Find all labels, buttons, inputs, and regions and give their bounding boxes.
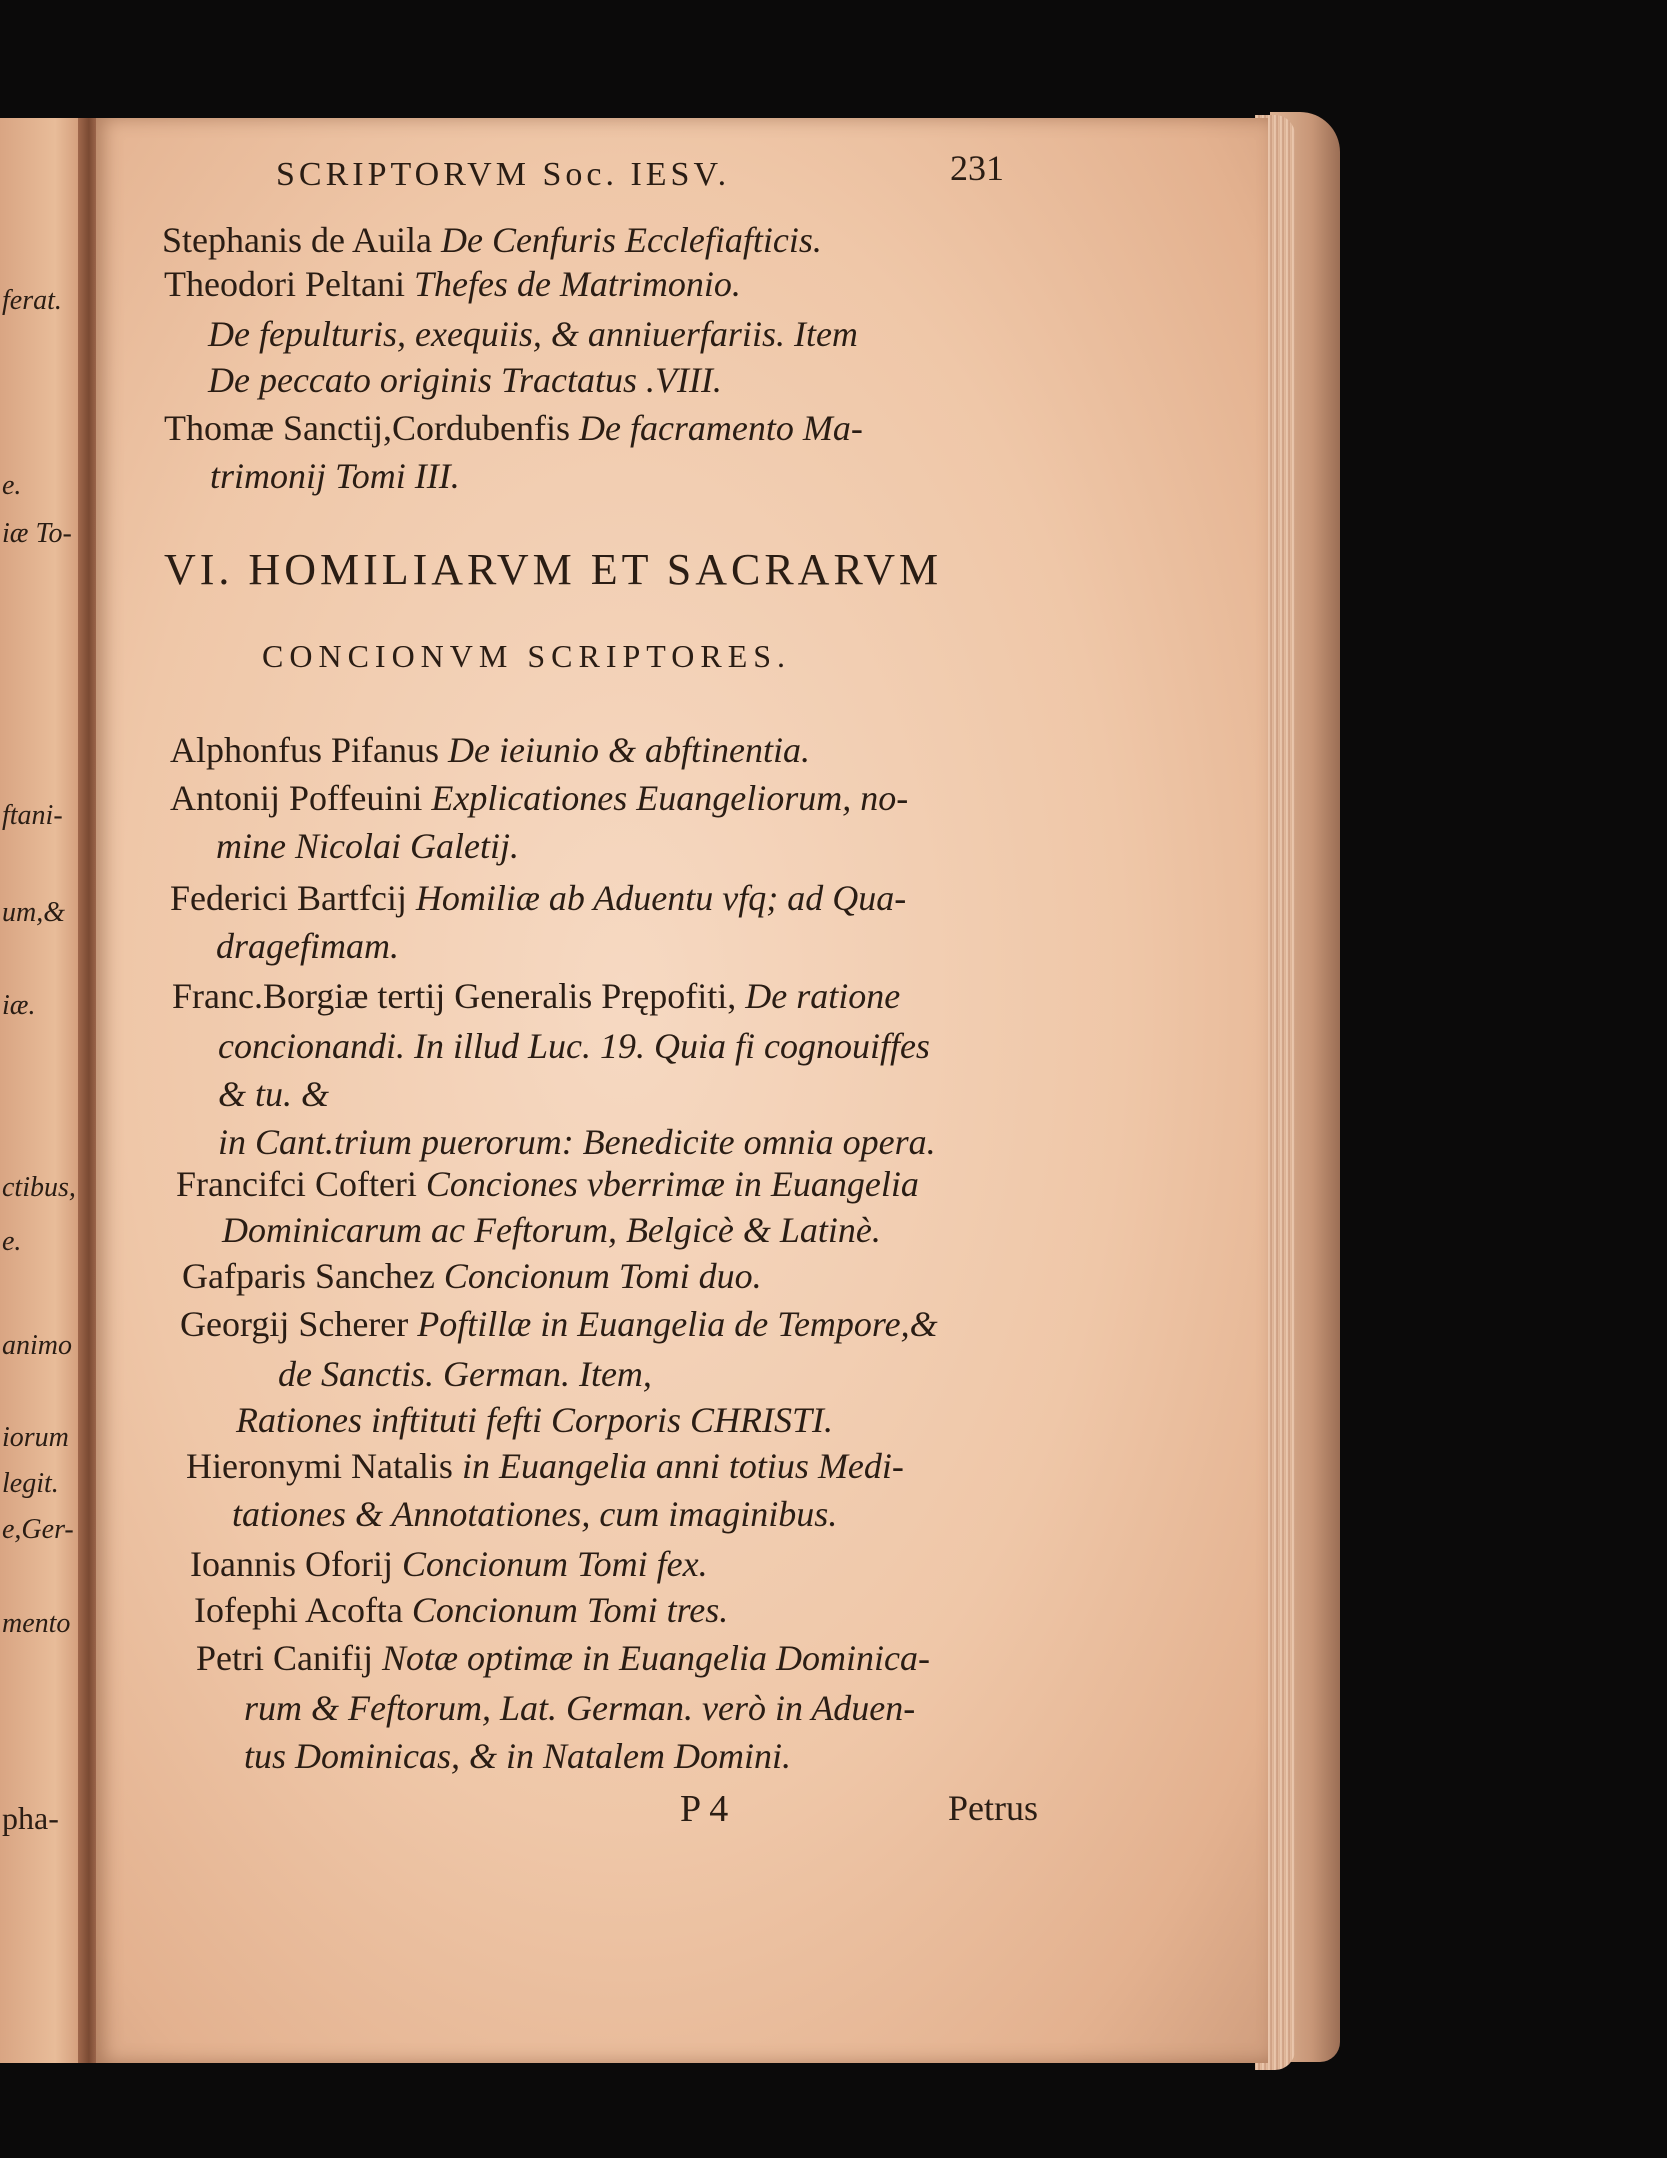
entry-line (218, 1124, 936, 1160)
entry-title: trimonij Tomi III. (210, 456, 460, 496)
entry-title: Homiliæ ab Aduentu vfq; ad Qua- (415, 878, 907, 918)
entry-line (216, 828, 519, 864)
entry-line (172, 978, 900, 1014)
entry-author: Georgij Scherer (180, 1304, 418, 1344)
entry-title: De Cenfuris Ecclefiafticis. (440, 220, 822, 260)
entry-title: Poftillæ in Euangelia de Tempore,& (417, 1304, 938, 1344)
entry-line (182, 1258, 762, 1294)
entry-author: Thomæ Sanctij,Cordubenfis (164, 408, 579, 448)
entry-title: mine Nicolai Galetij. (216, 826, 519, 866)
entry-line (236, 1402, 833, 1438)
entry-line (196, 1640, 930, 1676)
entry-line (186, 1448, 904, 1484)
entry-line (170, 780, 908, 816)
entry-title: De facramento Ma- (578, 408, 863, 448)
entry-line (218, 1028, 930, 1064)
left-fragment: pha- (2, 1800, 59, 1836)
entry-title: Thefes de Matrimonio. (413, 264, 741, 304)
entry-title: Concionum Tomi tres. (411, 1590, 729, 1630)
left-fragment: animo (2, 1330, 72, 1361)
entry-line (210, 458, 460, 494)
entry-author: Francifci Cofteri (176, 1164, 426, 1204)
entry-author: Antonij Poffeuini (170, 778, 432, 818)
entry-line (222, 1212, 881, 1248)
left-fragment: ferat. (2, 285, 62, 316)
entry-title: Dominicarum ac Feftorum, Belgicè & Latinè. (222, 1210, 881, 1250)
entry-title: in Cant.trium puerorum: Benedicite omnia opera. (218, 1122, 936, 1162)
entry-title: & tu. & (218, 1074, 330, 1114)
entry-line (164, 266, 741, 302)
entry-title: Concionum Tomi duo. (443, 1256, 762, 1296)
entry-title: Explicationes Euangeliorum, no- (431, 778, 909, 818)
left-fragment: legit. (2, 1468, 59, 1499)
left-fragment: ftani- (2, 800, 63, 831)
left-fragment: mento (2, 1608, 71, 1639)
entry-line (232, 1496, 837, 1532)
entry-title: rum & Feftorum, Lat. German. verò in Aduen- (244, 1688, 916, 1728)
entry-title: Concionum Tomi fex. (401, 1544, 708, 1584)
entry-title: De peccato originis Tractatus .VIII. (208, 360, 722, 400)
page-number: 231 (950, 148, 1004, 188)
entry-title: dragefimam. (216, 926, 399, 966)
entry-line (208, 362, 722, 398)
entry-author: Gafparis Sanchez (182, 1256, 444, 1296)
entry-author: Franc.Borgiæ tertij Generalis Prępofiti, (172, 976, 746, 1016)
entry-line (194, 1592, 728, 1628)
entry-line (162, 222, 822, 258)
entry-line (278, 1356, 652, 1392)
section-subheading: CONCIONVM SCRIPTORES. (262, 638, 792, 674)
entry-author: Petri Canifij (196, 1638, 382, 1678)
entry-author: Stephanis de Auila (162, 220, 441, 260)
left-fragment: e. (2, 1226, 22, 1257)
entry-title: tationes & Annotationes, cum imaginibus. (232, 1494, 838, 1534)
entry-title: de Sanctis. German. Item, (278, 1354, 652, 1394)
entry-line (170, 732, 810, 768)
running-title: SCRIPTORVM Soc. IESV. (276, 156, 731, 193)
left-fragment: e,Ger- (2, 1514, 74, 1545)
entry-line (164, 410, 863, 446)
entry-title: Notæ optimæ in Euangelia Dominica- (381, 1638, 930, 1678)
entry-line (190, 1546, 708, 1582)
entry-author: Iofephi Acofta (194, 1590, 412, 1630)
signature-mark: P 4 (680, 1788, 729, 1830)
entry-line (244, 1738, 791, 1774)
entry-author: Ioannis Oforij (190, 1544, 402, 1584)
left-fragment: ctibus, (2, 1172, 76, 1203)
entry-line (170, 880, 906, 916)
entry-line (176, 1166, 919, 1202)
entry-author: Federici Bartfcij (170, 878, 416, 918)
entry-author: Alphonfus Pifanus (170, 730, 448, 770)
entry-line (180, 1306, 938, 1342)
left-fragment: iorum (2, 1422, 69, 1453)
entry-title: De ieiunio & abftinentia. (448, 730, 810, 770)
entry-title: De fepulturis, exequiis, & anniuerfariis. Item (208, 314, 858, 354)
entry-title: Conciones vberrimæ in Euangelia (425, 1164, 919, 1204)
entry-line (216, 928, 399, 964)
entry-title: Rationes inftituti fefti Corporis CHRISTI. (236, 1400, 834, 1440)
entry-title: in Euangelia anni totius Medi- (461, 1446, 904, 1486)
entry-line (244, 1690, 915, 1726)
left-fragment: iæ To- (2, 518, 72, 549)
catchword: Petrus (948, 1788, 1038, 1828)
entry-line (208, 316, 858, 352)
entry-title: concionandi. In illud Luc. 19. Quia fi cognouiffes (218, 1026, 930, 1066)
entry-title: tus Dominicas, & in Natalem Domini. (244, 1736, 791, 1776)
section-heading: VI. HOMILIARVM ET SACRARVM (164, 545, 943, 594)
entry-title: De ratione (745, 976, 901, 1016)
left-fragment: e. (2, 470, 22, 501)
entry-line (218, 1076, 329, 1112)
entry-author: Hieronymi Natalis (186, 1446, 462, 1486)
entry-author: Theodori Peltani (164, 264, 414, 304)
left-fragment: iæ. (2, 990, 36, 1021)
left-fragment: um,& (2, 897, 65, 928)
